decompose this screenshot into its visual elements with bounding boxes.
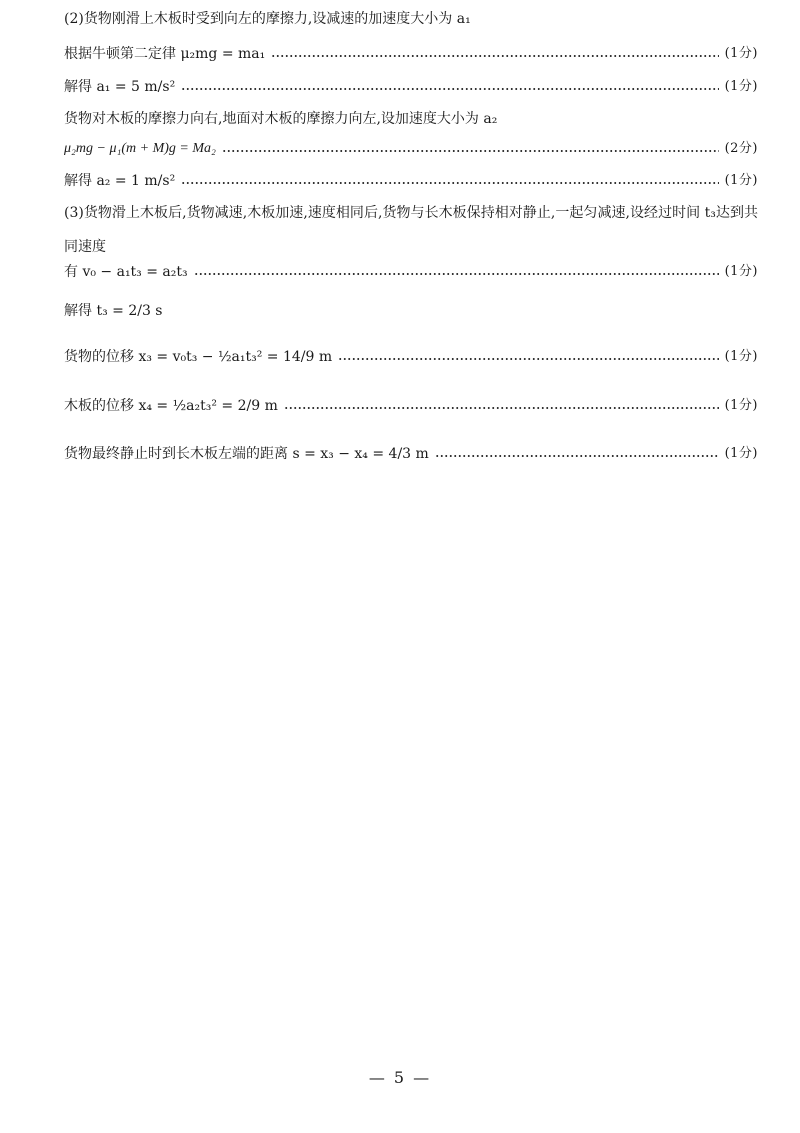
score-label: (1分): [724, 446, 758, 461]
solution-line-6: [64, 172, 758, 190]
page-number: — 5 —: [368, 1068, 432, 1087]
score-label: (2分): [724, 141, 758, 156]
dot-leader: [181, 88, 718, 90]
solution-line-9: [64, 302, 758, 320]
dot-leader: [338, 358, 718, 360]
dot-leader: [222, 150, 719, 152]
solution-line-10: [64, 348, 758, 366]
solution-paragraph-3: [64, 196, 758, 264]
solution-line-3: [64, 78, 758, 96]
dot-leader: [181, 182, 718, 184]
solution-line-12: [64, 445, 758, 463]
dot-leader: [284, 407, 719, 409]
solution-line-5: [64, 140, 758, 158]
score-label: (1分): [724, 46, 758, 61]
line-text: 货物最终静止时到长木板左端的距离 s = x₃ − x₄ = 4/3 m: [64, 446, 429, 462]
solution-line-8: [64, 263, 758, 281]
solution-line-4: [64, 110, 758, 128]
score-label: (1分): [724, 398, 758, 413]
dot-leader: [435, 455, 719, 457]
score-label: (1分): [724, 349, 758, 364]
line-text: (2)货物刚滑上木板时受到向左的摩擦力,设减速的加速度大小为 a₁: [64, 11, 471, 27]
line-text: 有 v₀ − a₁t₃ = a₂t₃: [64, 264, 188, 280]
line-text: 根据牛顿第二定律 μ₂mg = ma₁: [64, 46, 266, 62]
line-text: 解得 a₁ = 5 m/s²: [64, 79, 176, 95]
solution-line-2: [64, 45, 758, 63]
score-label: (1分): [724, 173, 758, 188]
line-text: 货物的位移 x₃ = v₀t₃ − ½a₁t₃² = 14/9 m: [64, 349, 333, 365]
solution-line-11: [64, 397, 758, 415]
line-text: μ₂mg − μ₁(m + M)g = Ma₂: [64, 141, 216, 156]
score-label: (1分): [724, 264, 758, 279]
score-label: (1分): [724, 79, 758, 94]
dot-leader: [271, 55, 718, 57]
solution-line-1: [64, 10, 758, 28]
line-text: 解得 a₂ = 1 m/s²: [64, 173, 176, 189]
line-text: 木板的位移 x₄ = ½a₂t₃² = 2/9 m: [64, 398, 278, 414]
line-text: 解得 t₃ = 2/3 s: [64, 303, 163, 319]
line-text: 货物对木板的摩擦力向右,地面对木板的摩擦力向左,设加速度大小为 a₂: [64, 111, 498, 127]
paragraph-text: (3)货物滑上木板后,货物减速,木板加速,速度相同后,货物与长木板保持相对静止,一起匀减速,设经过时间 t₃达到共同速度: [64, 205, 758, 255]
dot-leader: [194, 273, 719, 275]
